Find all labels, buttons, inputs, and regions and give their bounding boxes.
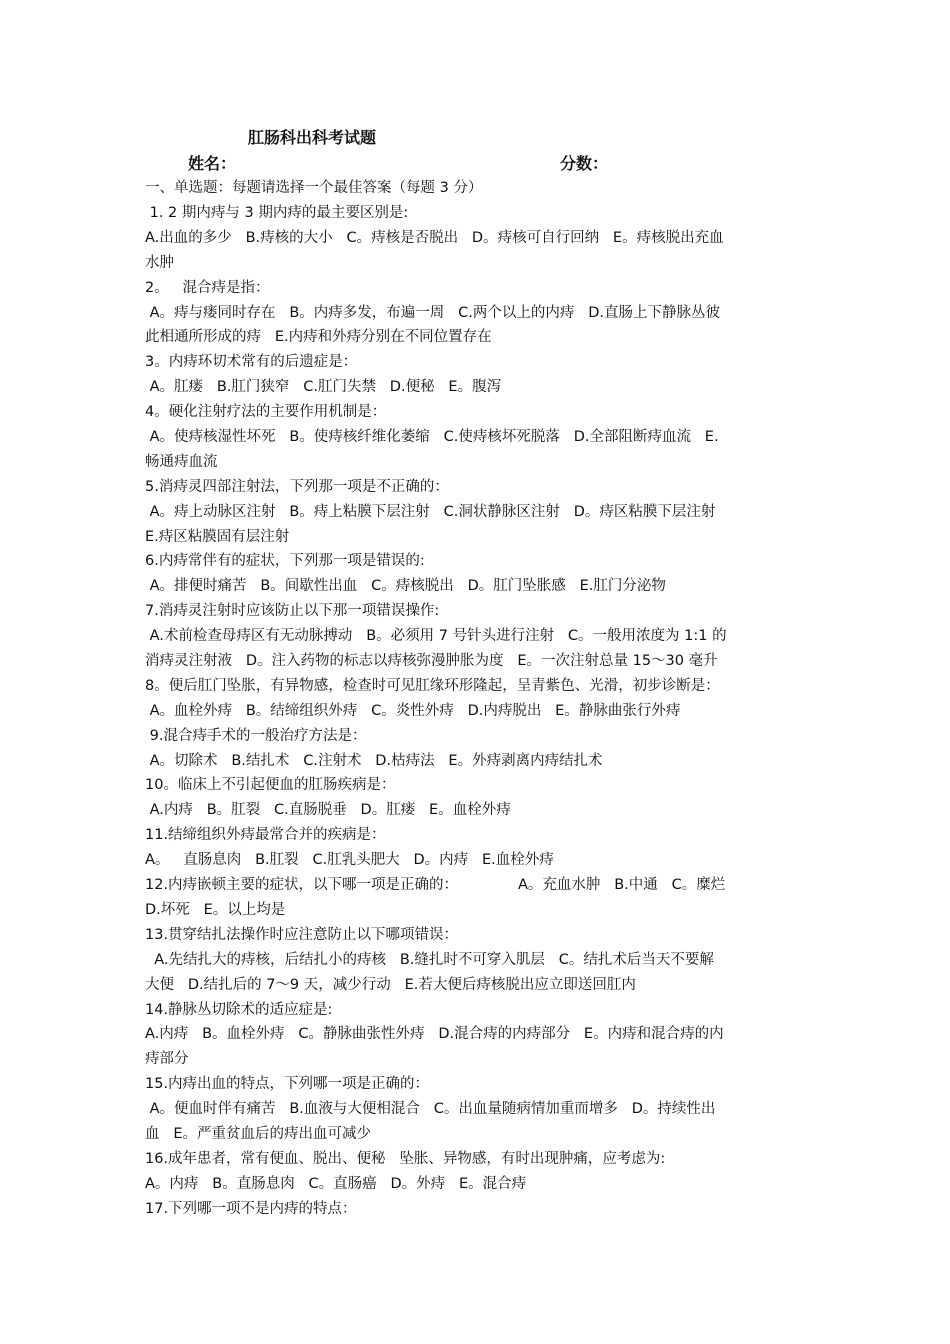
- question-line: 17.下列哪一项不是内痔的特点：: [145, 1200, 357, 1217]
- question-line: A。使痔核湿性坏死 B。使痔核纤维化萎缩 C.使痔核坏死脱落 D.全部阻断痔血流 E.: [145, 429, 719, 446]
- question-line: 水肿: [145, 254, 174, 271]
- question-line: A.先结扎大的痔核，后结扎小的痔核 B.缝扎时不可穿入肌层 C。结扎术后当天不要解: [145, 951, 714, 968]
- question-line: A。 直肠息肉 B.肛裂 C.肛乳头肥大 D。内痔 E.血栓外痔: [145, 852, 554, 869]
- question-line: A。痔与瘘同时存在 B。内痔多发，布遍一周 C.两个以上的内痔 D.直肠上下静脉丛彼: [145, 304, 720, 321]
- question-line: A.出血的多少 B.痔核的大小 C。痔核是否脱出 D。痔核可自行回纳 E。痔核脱出充血: [145, 229, 724, 246]
- question-line: A.术前检查母痔区有无动脉搏动 B。必须用 7 号针头进行注射 C。一般用浓度为 1:1 的: [145, 628, 727, 645]
- question-line: 14.静脉丛切除术的适应症是:: [145, 1001, 333, 1018]
- question-line: 13.贯穿结扎法操作时应注意防止以下哪项错误：: [145, 926, 459, 943]
- question-line: 3。内痔环切术常有的后遗症是：: [145, 354, 358, 371]
- question-line: 痔部分: [145, 1051, 189, 1068]
- question-line: 12.内痔嵌顿主要的症状，以下哪一项是正确的： A。充血水肿 B.中通 C。糜烂: [145, 877, 726, 894]
- question-line: 10。临床上不引起便血的肛肠疾病是：: [145, 777, 396, 794]
- section-heading: 一、单选题：每题请选择一个最佳答案（每题 3 分）: [145, 180, 483, 196]
- question-line: E.痔区粘膜固有层注射: [145, 528, 290, 545]
- question-line: 9.混合痔手术的一般治疗方法是：: [145, 727, 367, 744]
- question-line: 消痔灵注射液 D。注入药物的标志以痔核弥漫肿胀为度 E。一次注射总量 15～30 毫升: [145, 653, 718, 670]
- score-label: 分数：: [560, 154, 609, 173]
- question-line: 4。硬化注射疗法的主要作用机制是：: [145, 404, 387, 421]
- question-line: 此相通所形成的痔 E.内痔和外痔分别在不同位置存在: [145, 329, 492, 346]
- question-line: 血 E。严重贫血后的痔出血可减少: [145, 1125, 371, 1142]
- question-line: 7.消痔灵注射时应该防止以下那一项错误操作:: [145, 603, 440, 620]
- question-line: A。血栓外痔 B。结缔组织外痔 C。炎性外痔 D.内痔脱出 E。静脉曲张行外痔: [145, 702, 681, 719]
- question-line: 15.内痔出血的特点，下列哪一项是正确的：: [145, 1076, 430, 1093]
- question-line: 16.成年患者，常有便血、脱出、便秘 坠胀、异物感，有时出现肿痛，应考虑为:: [145, 1150, 666, 1167]
- exam-title: 肛肠科出科考试题: [248, 128, 377, 147]
- question-line: A。排便时痛苦 B。间歇性出血 C。痔核脱出 D。肛门坠胀感 E.肛门分泌物: [145, 578, 666, 595]
- question-line: D.坏死 E。以上均是: [145, 901, 286, 918]
- question-line: A。痔上动脉区注射 B。痔上粘膜下层注射 C.洞状静脉区注射 D。痔区粘膜下层注射: [145, 503, 716, 520]
- question-line: 6.内痔常伴有的症状，下列那一项是错误的:: [145, 553, 425, 570]
- question-line: 2。 混合痔是指：: [145, 279, 270, 296]
- name-label: 姓名：: [188, 154, 237, 173]
- question-line: 大便 D.结扎后的 7～9 天，减少行动 E.若大便后痔核脱出应立即送回肛内: [145, 976, 636, 993]
- question-line: A.内痔 B。肛裂 C.直肠脱垂 D。肛瘘 E。血栓外痔: [145, 802, 511, 819]
- question-line: 11.结缔组织外痔最常合并的疾病是：: [145, 827, 386, 844]
- question-line: A。肛瘘 B.肛门狭窄 C.肛门失禁 D.便秘 E。腹泻: [145, 379, 502, 396]
- question-line: 8。便后肛门坠胀，有异物感，检查时可见肛缘环形隆起，呈青紫色、光滑，初步诊断是：: [145, 677, 720, 694]
- question-line: 畅通痔血流: [145, 453, 218, 470]
- question-body: [145, 201, 810, 1222]
- question-line: A。便血时伴有痛苦 B.血液与大便相混合 C。出血量随病情加重而增多 D。持续性出: [145, 1101, 716, 1118]
- question-line: A。内痔 B。直肠息肉 C。直肠癌 D。外痔 E。混合痔: [145, 1175, 527, 1192]
- question-line: A.内痔 B。血栓外痔 C。静脉曲张性外痔 D.混合痔的内痔部分 E。内痔和混合痔的内: [145, 1026, 724, 1043]
- question-line: A。切除术 B.结扎术 C.注射术 D.枯痔法 E。外痔剥离内痔结扎术: [145, 752, 603, 769]
- question-line: 5.消痔灵四部注射法，下列那一项是不正确的：: [145, 478, 449, 495]
- question-line: 1. 2 期内痔与 3 期内痔的最主要区别是:: [145, 205, 409, 221]
